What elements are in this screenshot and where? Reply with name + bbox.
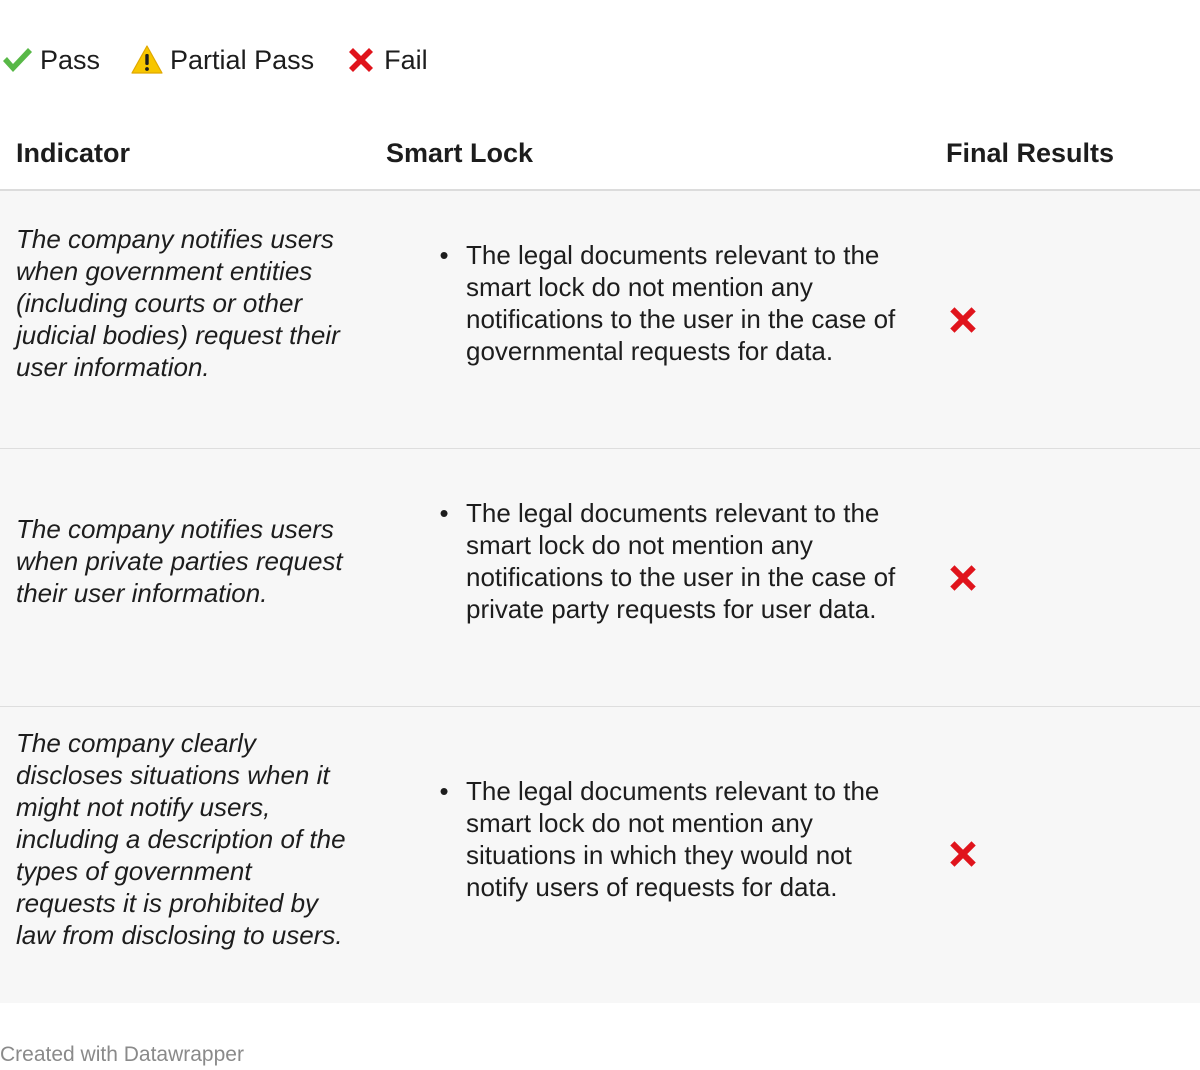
bullet-icon: •	[439, 776, 449, 806]
smart-lock-text: The legal documents relevant to the smart lock do not mention any situations in which they would not notify users of requests for data.	[466, 776, 880, 902]
legend-label-fail: Fail	[384, 44, 428, 75]
legend-label-pass: Pass	[40, 44, 101, 75]
header-smart-lock: Smart Lock	[386, 138, 534, 168]
legend-label-partial-pass: Partial Pass	[170, 44, 315, 75]
indicator-cell: The company notifies users when private parties request their user information.	[16, 514, 343, 608]
cross-mark-icon	[344, 43, 378, 77]
table-row	[0, 191, 1200, 449]
cross-mark-icon	[946, 303, 980, 337]
smart-lock-text: The legal documents relevant to the smart lock do not mention any notifications to the user in the case of private party requests for user data.	[466, 498, 896, 624]
table-row	[0, 707, 1200, 1003]
smart-lock-cell	[439, 497, 896, 625]
header-final-results: Final Results	[946, 138, 1115, 168]
cross-mark-icon	[946, 837, 980, 871]
legend-item-partial-pass	[130, 43, 314, 77]
table-row	[0, 449, 1200, 707]
bullet-icon: •	[439, 498, 449, 528]
bullet-icon: •	[439, 240, 449, 270]
header-indicator: Indicator	[16, 138, 131, 168]
warning-icon	[130, 43, 164, 77]
indicator-cell: The company notifies users when government entities (including courts or other judicial bodies) request their user information.	[16, 224, 340, 382]
results-table	[0, 118, 1200, 1003]
legend	[0, 40, 458, 80]
footer-credit: Created with Datawrapper	[0, 1043, 244, 1066]
indicator-cell: The company clearly discloses situations when it might not notify users, including a description of the types of government requests it is prohibited by law from disclosing to users.	[16, 728, 346, 950]
legend-item-fail	[344, 43, 428, 77]
cross-mark-icon	[946, 561, 980, 595]
smart-lock-cell	[439, 775, 896, 903]
smart-lock-text: The legal documents relevant to the smart lock do not mention any notifications to the user in the case of governmental requests for data.	[466, 240, 896, 366]
check-mark-icon	[0, 43, 34, 77]
legend-item-pass	[0, 43, 100, 77]
table-header	[0, 118, 1200, 191]
smart-lock-cell	[439, 239, 896, 367]
